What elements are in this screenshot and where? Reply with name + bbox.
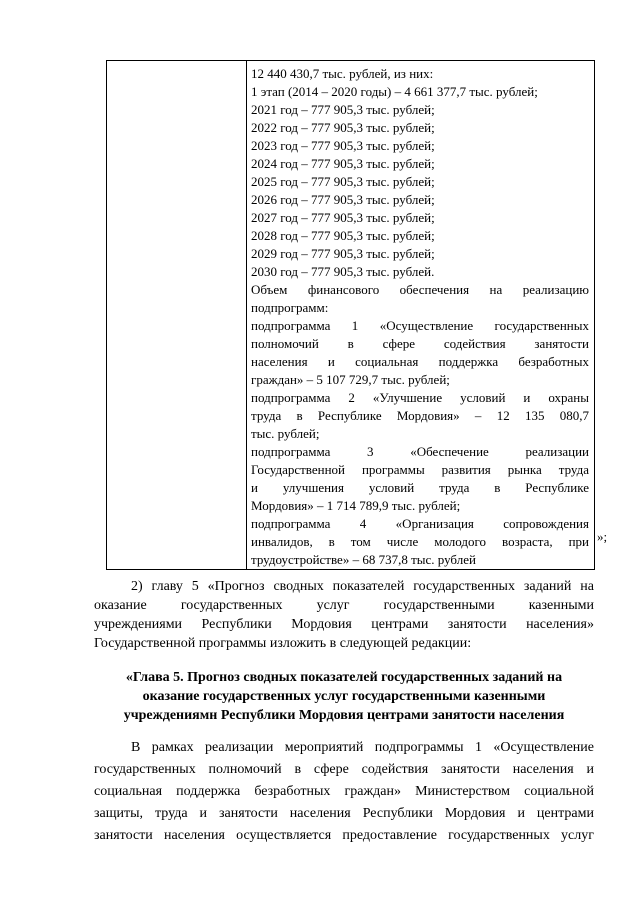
- table-cell-empty: [107, 61, 247, 570]
- paragraph-line: 2) главу 5 «Прогноз сводных показателей государственных заданий на: [131, 579, 594, 594]
- subprogram-1-line: подпрограмма 1 «Осуществление государственных: [251, 318, 589, 333]
- paragraph-line: В рамках реализации мероприятий подпрограммы 1 «Осуществление: [131, 740, 594, 755]
- subprogram-3-line: подпрограмма 3 «Обеспечение реализации: [251, 444, 589, 459]
- volume-heading-line: Объем финансового обеспечения на реализацию: [251, 282, 589, 297]
- paragraph-line: социальная поддержка безработных граждан» Министерством социальной: [94, 784, 594, 799]
- table-closing-quote: »;: [597, 529, 608, 544]
- volume-heading-line: подпрограмм:: [251, 300, 329, 315]
- financing-year-line: 2028 год – 777 905,3 тыс. рублей;: [251, 228, 435, 243]
- financing-table: [106, 60, 595, 570]
- table-row: [107, 61, 595, 570]
- subprogram-4-line: инвалидов, в том числе молодого возраста, при: [251, 534, 589, 549]
- financing-year-line: 2022 год – 777 905,3 тыс. рублей;: [251, 120, 435, 135]
- subprogram-1-line: полномочий в сфере содействия занятости: [251, 336, 589, 351]
- subprogram-3-line: Государственной программы развития рынка труда: [251, 462, 589, 477]
- heading-line: «Глава 5. Прогноз сводных показателей государственных заданий на: [125, 670, 563, 685]
- paragraph-line: Государственной программы изложить в следующей редакции:: [94, 636, 472, 651]
- subprogram-3-line: Мордовия» – 1 714 789,9 тыс. рублей;: [251, 498, 461, 513]
- table-cell-financing: [247, 61, 595, 570]
- heading-line: оказание государственных услуг государственными казенными: [142, 689, 546, 704]
- amendment-paragraph: [94, 577, 594, 653]
- chapter-heading: [94, 668, 594, 725]
- subprogram-2-line: подпрограмма 2 «Улучшение условий и охраны: [251, 390, 589, 405]
- subprogram-3-line: и улучшения условий труда в Республике: [251, 480, 589, 495]
- subprogram-4-line: подпрограмма 4 «Организация сопровождения: [251, 516, 589, 531]
- financing-year-line: 2024 год – 777 905,3 тыс. рублей;: [251, 156, 435, 171]
- body-paragraph: [94, 737, 594, 847]
- paragraph-line: учреждениями Республики Мордовия центрами занятости населения»: [94, 617, 594, 632]
- financing-total-line: 12 440 430,7 тыс. рублей, из них:: [251, 66, 434, 81]
- paragraph-line: государственных полномочий в сфере содействия занятости населения и: [94, 762, 594, 777]
- subprogram-2-line: тыс. рублей;: [251, 426, 320, 441]
- subprogram-1-line: населения и социальная поддержка безработных: [251, 354, 589, 369]
- financing-year-line: 2026 год – 777 905,3 тыс. рублей;: [251, 192, 435, 207]
- financing-stage1-line: 1 этап (2014 – 2020 годы) – 4 661 377,7 тыс. рублей;: [251, 84, 538, 99]
- financing-year-line: 2021 год – 777 905,3 тыс. рублей;: [251, 102, 435, 117]
- subprogram-4-line: трудоустройстве» – 68 737,8 тыс. рублей: [251, 552, 476, 567]
- financing-year-line: 2023 год – 777 905,3 тыс. рублей;: [251, 138, 435, 153]
- paragraph-line: занятости населения осуществляется предоставление государственных услуг: [94, 828, 594, 843]
- paragraph-line: защиты, труда и занятости населения Республики Мордовия и центрами: [94, 806, 594, 821]
- paragraph-line: оказание государственных услуг государственными казенными: [94, 598, 594, 613]
- subprogram-2-line: труда в Республике Мордовия» – 12 135 080,7: [251, 408, 589, 423]
- financing-year-line: 2027 год – 777 905,3 тыс. рублей;: [251, 210, 435, 225]
- heading-line: учреждениямн Республики Мордовия центрами занятости населения: [123, 708, 565, 723]
- subprogram-1-line: граждан» – 5 107 729,7 тыс. рублей;: [251, 372, 450, 387]
- financing-year-line: 2029 год – 777 905,3 тыс. рублей;: [251, 246, 435, 261]
- financing-year-line: 2025 год – 777 905,3 тыс. рублей;: [251, 174, 435, 189]
- financing-year-line: 2030 год – 777 905,3 тыс. рублей.: [251, 264, 435, 279]
